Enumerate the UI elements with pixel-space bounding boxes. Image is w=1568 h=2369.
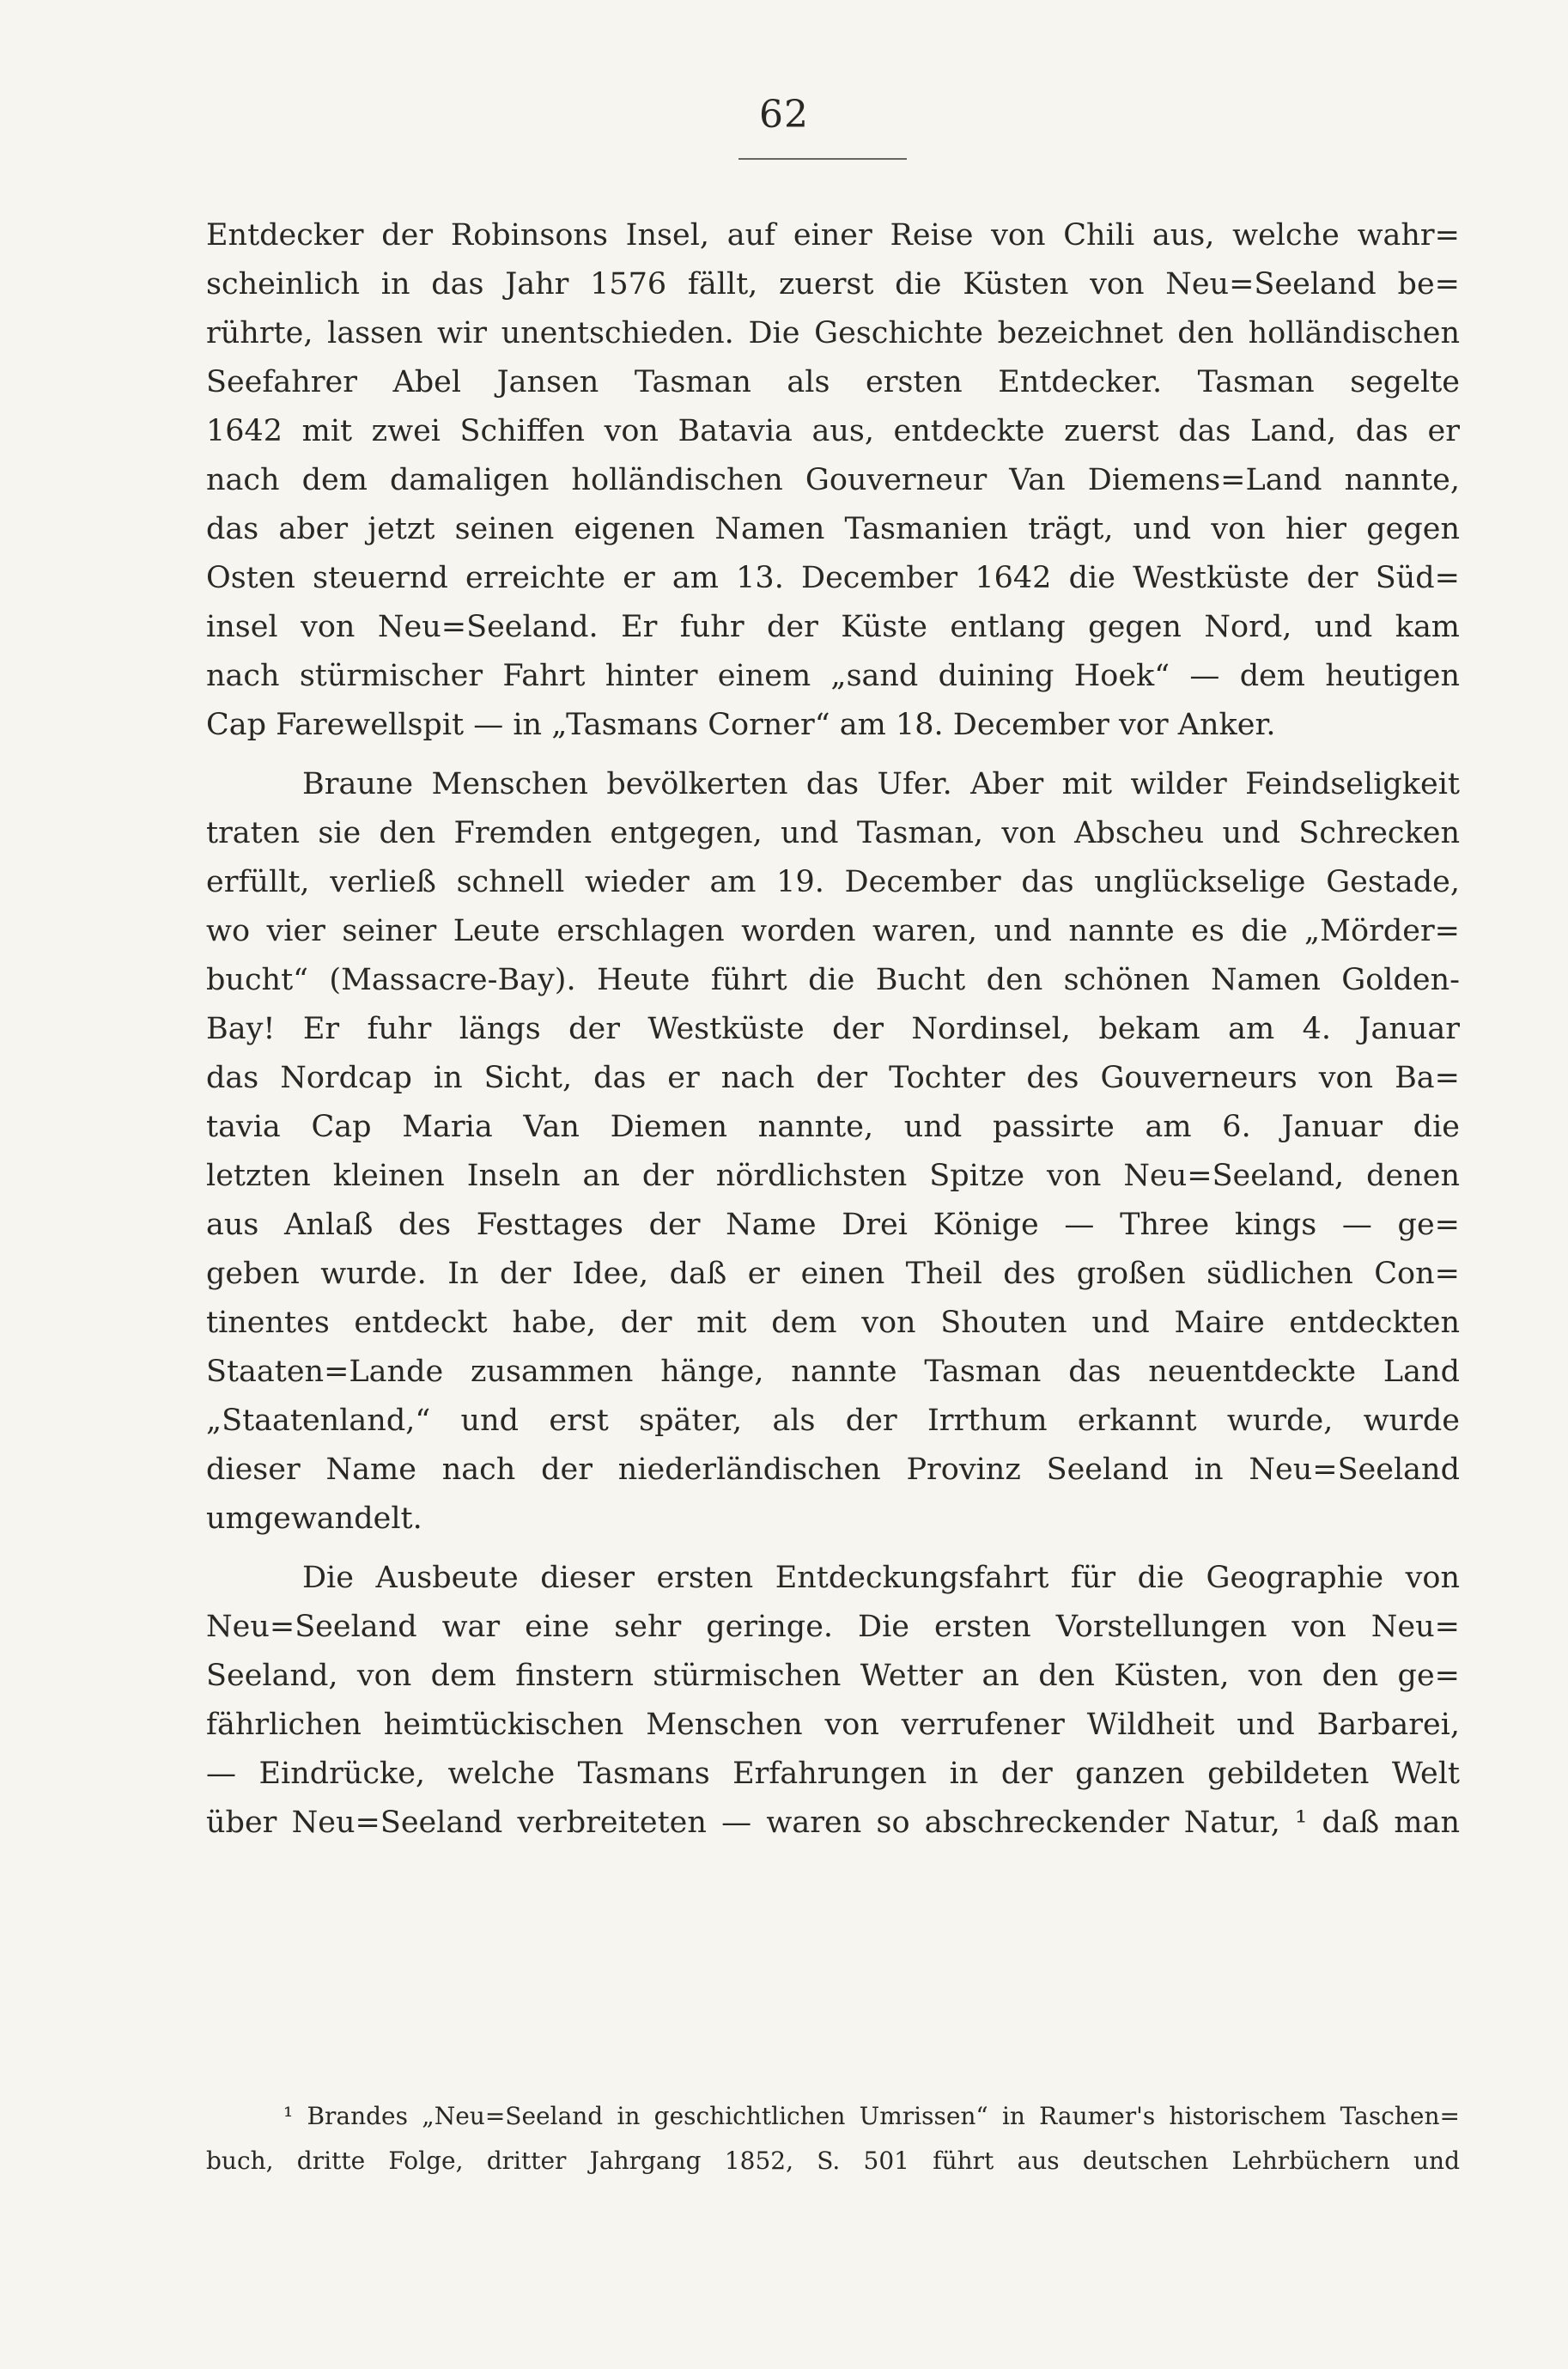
text-line: wo vier seiner Leute erschlagen worden waren, und nannte es die „Mörder= <box>206 914 1460 948</box>
text-line: erfüllt, verließ schnell wieder am 19. December das unglückselige Gestade, <box>206 865 1460 899</box>
text-line: rührte, lassen wir unentschieden. Die Geschichte bezeichnet den holländischen <box>206 316 1460 350</box>
text-line: dieser Name nach der niederländischen Provinz Seeland in Neu=Seeland <box>206 1452 1460 1487</box>
text-line: „Staatenland,“ und erst später, als der Irrthum erkannt wurde, wurde <box>206 1404 1460 1438</box>
text-line: umgewandelt. <box>206 1501 422 1536</box>
text-line: nach dem damaligen holländischen Gouverneur Van Diemens=Land nannte, <box>206 463 1460 497</box>
footnote-line: buch, dritte Folge, dritter Jahrgang 1852, S. 501 führt aus deutschen Lehrbüchern und <box>206 2147 1460 2175</box>
text-line: scheinlich in das Jahr 1576 fällt, zuerst die Küsten von Neu=Seeland be= <box>206 267 1460 301</box>
text-line: aus Anlaß des Festtages der Name Drei Könige — Three kings — ge= <box>206 1208 1460 1242</box>
text-line: das Nordcap in Sicht, das er nach der Tochter des Gouverneurs von Ba= <box>206 1061 1460 1095</box>
paragraph-first-line: Braune Menschen bevölkerten das Ufer. Aber mit wilder Feindseligkeit <box>302 767 1460 801</box>
text-line: letzten kleinen Inseln an der nördlichsten Spitze von Neu=Seeland, denen <box>206 1159 1460 1193</box>
text-line: das aber jetzt seinen eigenen Namen Tasmanien trägt, und von hier gegen <box>206 512 1460 546</box>
text-line: über Neu=Seeland verbreiteten — waren so abschreckender Natur, ¹ daß man <box>206 1806 1460 1840</box>
text-line: — Eindrücke, welche Tasmans Erfahrungen in der ganzen gebildeten Welt <box>206 1757 1460 1791</box>
text-line: 1642 mit zwei Schiffen von Batavia aus, entdeckte zuerst das Land, das er <box>206 414 1460 448</box>
text-line: Seeland, von dem finstern stürmischen Wetter an den Küsten, von den ge= <box>206 1659 1460 1693</box>
text-line: Neu=Seeland war eine sehr geringe. Die ersten Vorstellungen von Neu= <box>206 1610 1460 1644</box>
header-rule <box>738 158 907 160</box>
text-line: bucht“ (Massacre-Bay). Heute führt die Bucht den schönen Namen Golden- <box>206 963 1460 997</box>
footnote-line: ¹ Brandes „Neu=Seeland in geschichtlichen Umrissen“ in Raumer's historischem Taschen= <box>283 2102 1460 2130</box>
paragraph-first-line: Die Ausbeute dieser ersten Entdeckungsfahrt für die Geographie von <box>302 1561 1460 1595</box>
text-line: tavia Cap Maria Van Diemen nannte, und passirte am 6. Januar die <box>206 1110 1460 1144</box>
text-line: tinentes entdeckt habe, der mit dem von Shouten und Maire entdeckten <box>206 1306 1460 1340</box>
text-line: nach stürmischer Fahrt hinter einem „sand duining Hoek“ — dem heutigen <box>206 659 1460 693</box>
text-line: Bay! Er fuhr längs der Westküste der Nordinsel, bekam am 4. Januar <box>206 1012 1460 1046</box>
page-number: 62 <box>759 93 809 137</box>
text-line: Staaten=Lande zusammen hänge, nannte Tasman das neuentdeckte Land <box>206 1355 1460 1389</box>
text-line: Osten steuernd erreichte er am 13. December 1642 die Westküste der Süd= <box>206 561 1460 595</box>
text-line: geben wurde. In der Idee, daß er einen Theil des großen südlichen Con= <box>206 1257 1460 1291</box>
text-line: Entdecker der Robinsons Insel, auf einer Reise von Chili aus, welche wahr= <box>206 218 1460 253</box>
text-line: Cap Farewellspit — in „Tasmans Corner“ am 18. December vor Anker. <box>206 708 1276 742</box>
text-line: insel von Neu=Seeland. Er fuhr der Küste entlang gegen Nord, und kam <box>206 610 1460 644</box>
text-line: fährlichen heimtückischen Menschen von verrufener Wildheit und Barbarei, <box>206 1708 1460 1742</box>
text-line: Seefahrer Abel Jansen Tasman als ersten Entdecker. Tasman segelte <box>206 365 1460 399</box>
text-line: traten sie den Fremden entgegen, und Tasman, von Abscheu und Schrecken <box>206 816 1460 850</box>
